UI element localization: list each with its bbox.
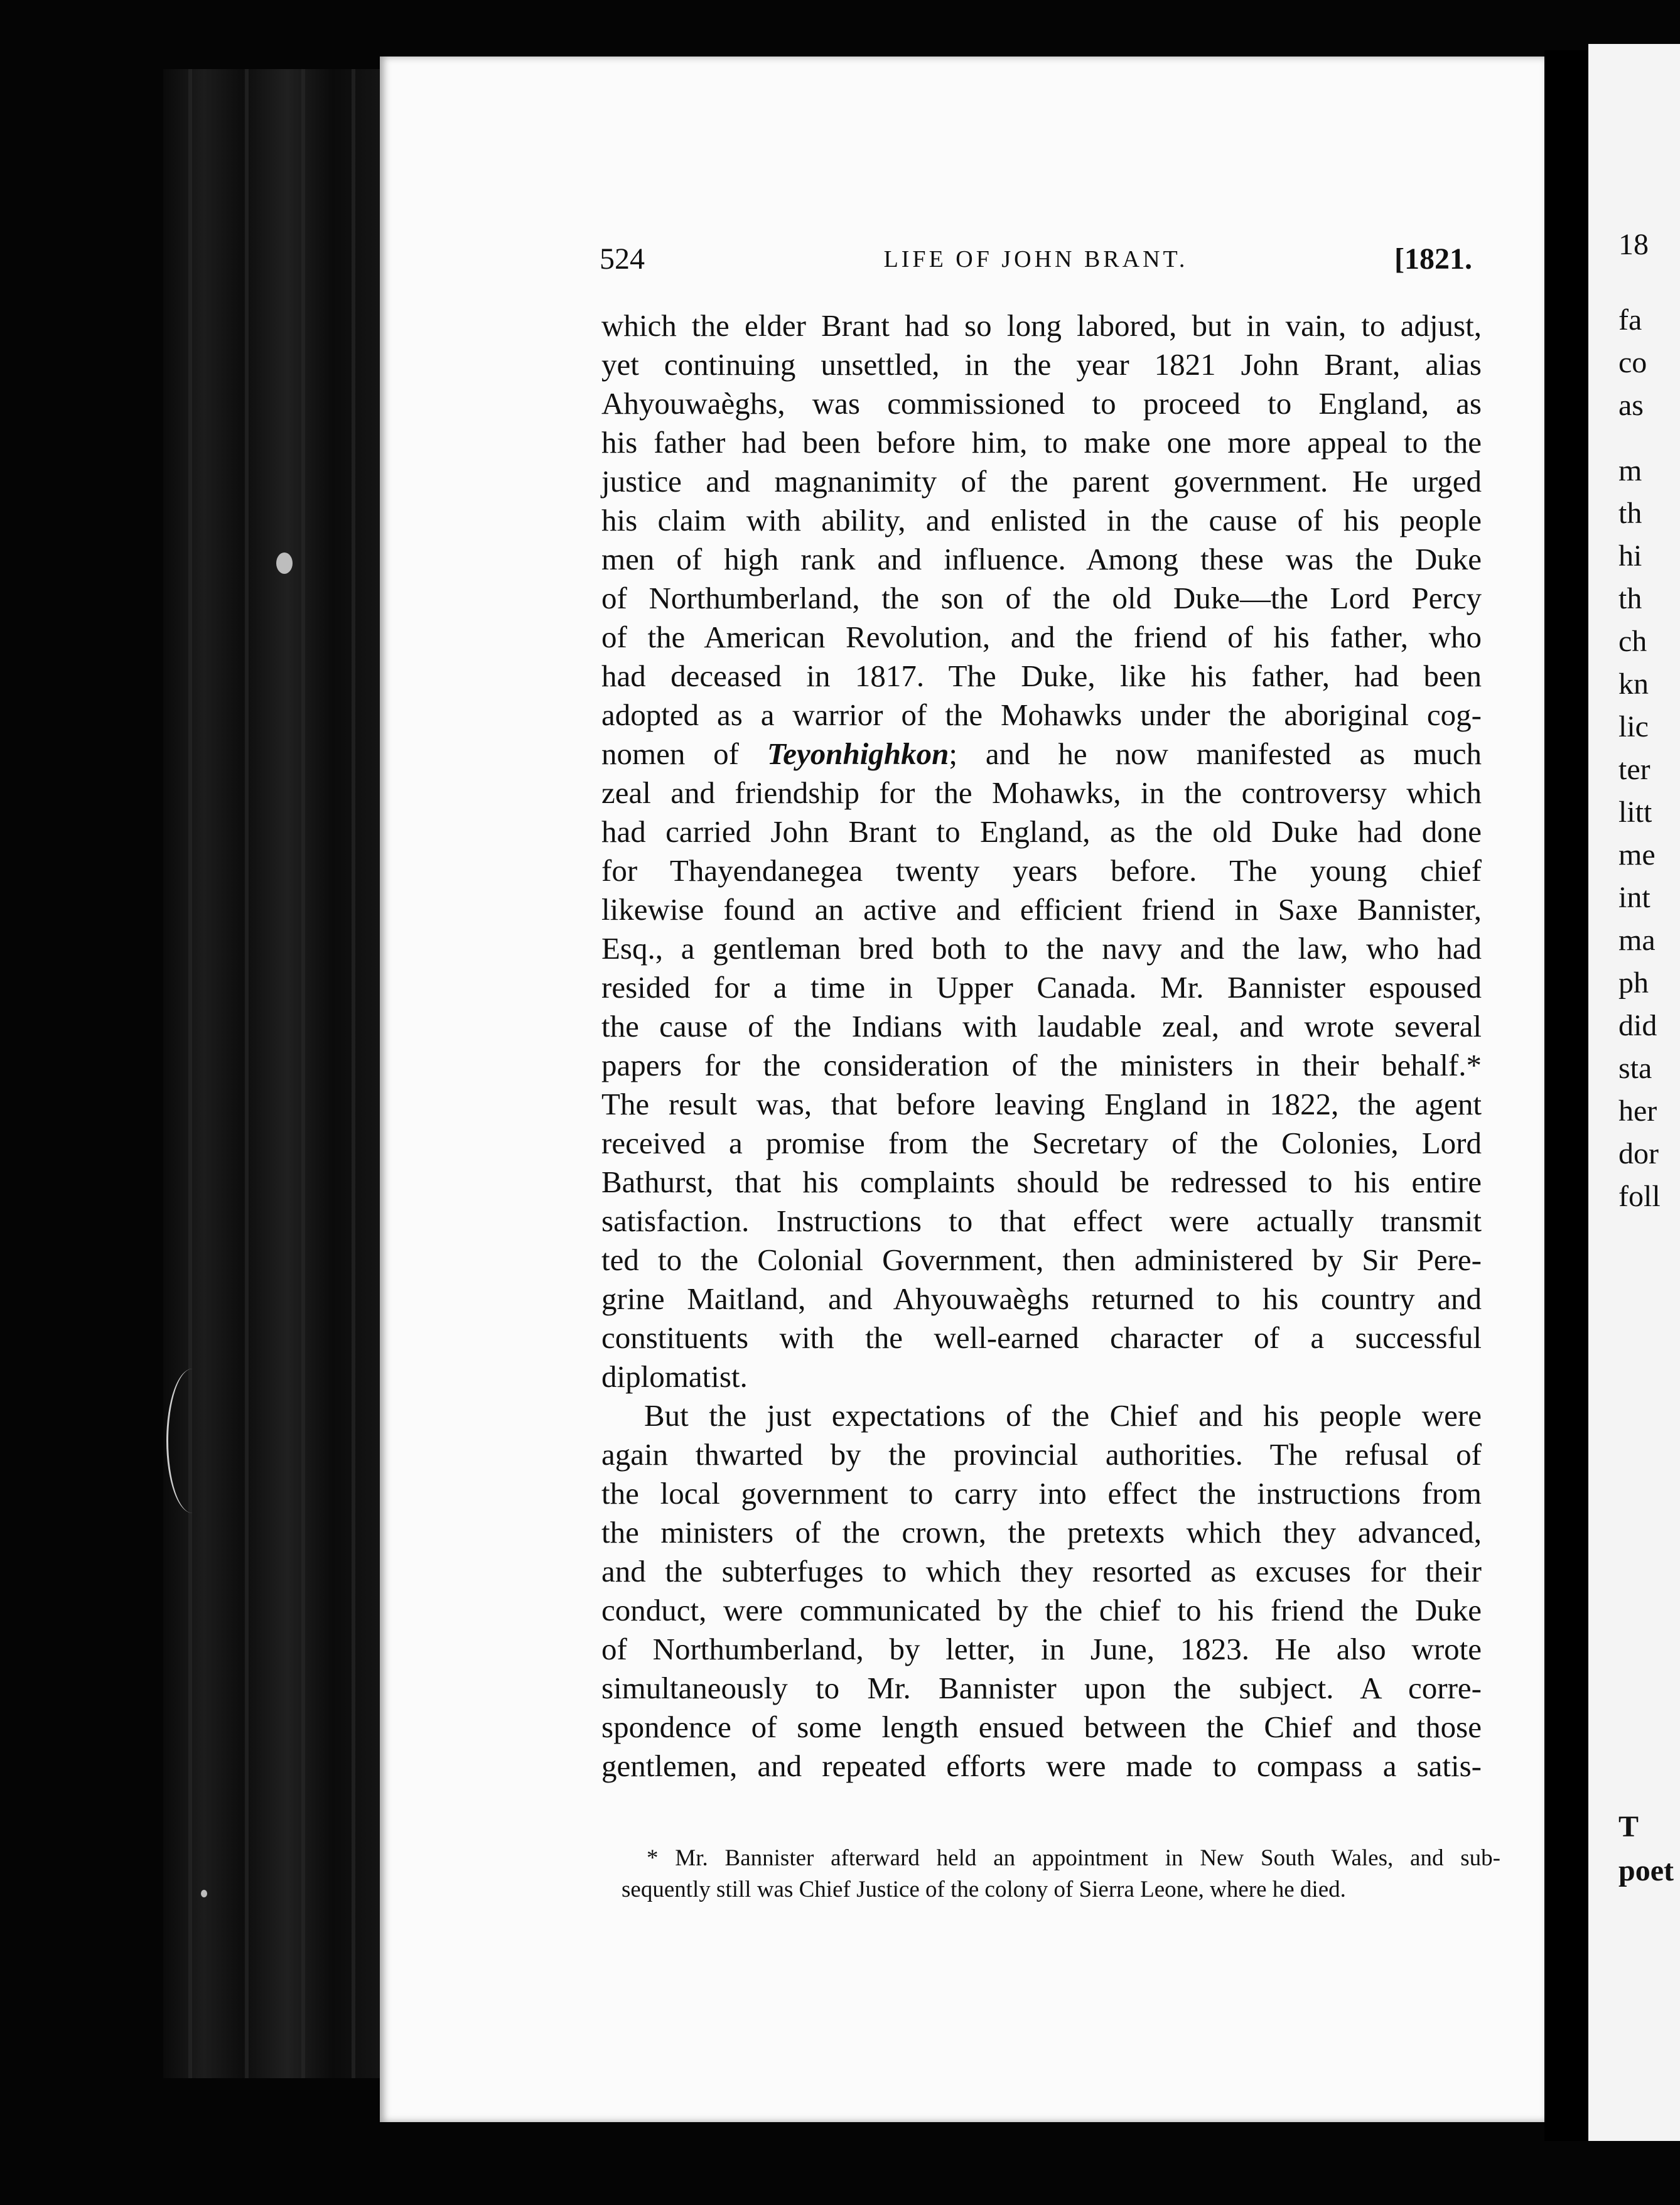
text-line: resided for a time in Upper Canada. Mr. Bannister espoused [601, 970, 1482, 1005]
text-line: received a promise from the Secretary of the Colonies, Lord [601, 1126, 1482, 1160]
text-line: of the American Revolution, and the friend of his father, who [601, 620, 1482, 654]
text-line: Esq., a gentleman bred both to the navy and the law, who had [601, 931, 1482, 966]
text-line: simultaneously to Mr. Bannister upon the subject. A corre- [601, 1671, 1482, 1705]
text-line: of Northumberland, the son of the old Duke—the Lord Percy [601, 581, 1482, 615]
body-text [601, 306, 1482, 1786]
header-year: [1821. [1394, 242, 1472, 276]
scan-speck [276, 553, 293, 574]
facing-fragment: dor [1618, 1137, 1659, 1170]
text-line: yet continuing unsettled, in the year 1821 John Brant, alias [601, 347, 1482, 382]
facing-fragment: poet [1618, 1854, 1674, 1887]
facing-fragment: 18 [1618, 228, 1649, 261]
text-line: had carried John Brant to England, as the old Duke had done [601, 814, 1482, 849]
text-line: But the just expectations of the Chief and his people were [644, 1398, 1482, 1433]
facing-fragment: int [1618, 881, 1650, 914]
text-line: The result was, that before leaving England in 1822, the agent [601, 1087, 1482, 1121]
facing-fragment: fa [1618, 303, 1642, 337]
footnote [622, 1843, 1500, 1906]
footnote-line: * Mr. Bannister afterward held an appointment in New South Wales, and sub- [647, 1845, 1500, 1871]
facing-fragment: me [1618, 838, 1656, 871]
text-line: likewise found an active and efficient friend in Saxe Bannister, [601, 892, 1482, 927]
facing-fragment: lic [1618, 710, 1649, 743]
text-line: constituents with the well-earned character of a successful [601, 1320, 1482, 1355]
text-line: had deceased in 1817. The Duke, like his father, had been [601, 659, 1482, 693]
text-line: the local government to carry into effect the instructions from [601, 1476, 1482, 1511]
footnote-line: sequently still was Chief Justice of the colony of Sierra Leone, where he died. [622, 1877, 1346, 1902]
facing-fragment: T [1618, 1810, 1639, 1843]
page-gutter [1544, 50, 1588, 2141]
facing-fragment: ter [1618, 753, 1650, 786]
text-line: papers for the consideration of the ministers in their behalf.* [601, 1048, 1482, 1082]
text-line: his father had been before him, to make one more appeal to the [601, 425, 1482, 460]
text-line: zeal and friendship for the Mohawks, in the controversy which [601, 775, 1482, 810]
running-title: LIFE OF JOHN BRANT. [883, 246, 1188, 272]
text-line: and the subterfuges to which they resorted as excuses for their [601, 1554, 1482, 1588]
text-line: ted to the Colonial Government, then administered by Sir Pere- [601, 1243, 1482, 1277]
text-line: his claim with ability, and enlisted in the cause of his people [601, 503, 1482, 537]
facing-fragment: as [1618, 389, 1644, 422]
facing-fragment: ch [1618, 625, 1647, 658]
text-line: satisfaction. Instructions to that effect were actually transmit [601, 1204, 1482, 1238]
text-line: again thwarted by the provincial authorities. The refusal of [601, 1437, 1482, 1472]
page-number: 524 [600, 242, 645, 276]
text-line: justice and magnanimity of the parent government. He urged [601, 464, 1482, 499]
facing-fragment: did [1618, 1009, 1657, 1042]
facing-fragment: th [1618, 497, 1642, 530]
text-line: the cause of the Indians with laudable zeal, and wrote several [601, 1009, 1482, 1043]
text-line: nomen of Teyonhighkon; and he now manifested as much [601, 736, 1482, 771]
text-line: the ministers of the crown, the pretexts which they advanced, [601, 1515, 1482, 1550]
scan-speck [201, 1890, 207, 1897]
facing-fragment: th [1618, 582, 1642, 615]
text-line: of Northumberland, by letter, in June, 1823. He also wrote [601, 1632, 1482, 1666]
italic-name: Teyonhighkon [767, 736, 949, 771]
facing-fragment: sta [1618, 1052, 1652, 1085]
facing-fragment: her [1618, 1094, 1657, 1128]
text-line: Bathurst, that his complaints should be redressed to his entire [601, 1165, 1482, 1199]
book-spine-shadow [163, 69, 389, 2078]
facing-fragment: hi [1618, 539, 1642, 573]
facing-fragment: kn [1618, 667, 1649, 701]
text-line: men of high rank and influence. Among these was the Duke [601, 542, 1482, 576]
facing-fragment: m [1618, 454, 1642, 487]
facing-fragment: foll [1618, 1180, 1661, 1213]
text-line: for Thayendanegea twenty years before. The young chief [601, 853, 1482, 888]
facing-fragment: co [1618, 346, 1647, 379]
text-line: gentlemen, and repeated efforts were made to compass a satis- [601, 1749, 1482, 1783]
text-line: diplomatist. [601, 1359, 748, 1394]
text-line: adopted as a warrior of the Mohawks under the aboriginal cog- [601, 698, 1482, 732]
text-line: spondence of some length ensued between the Chief and those [601, 1710, 1482, 1744]
text-line: which the elder Brant had so long labored, but in vain, to adjust, [601, 308, 1482, 343]
text-line: grine Maitland, and Ahyouwaèghs returned to his country and [601, 1281, 1482, 1316]
facing-fragment: ph [1618, 966, 1649, 1000]
facing-fragment: litt [1618, 795, 1652, 829]
scan-artifact-mark [166, 1369, 218, 1513]
text-line: Ahyouwaèghs, was commissioned to proceed to England, as [601, 386, 1482, 421]
text-line: conduct, were communicated by the chief to his friend the Duke [601, 1593, 1482, 1627]
facing-fragment: ma [1618, 924, 1656, 957]
running-header [600, 242, 1472, 279]
